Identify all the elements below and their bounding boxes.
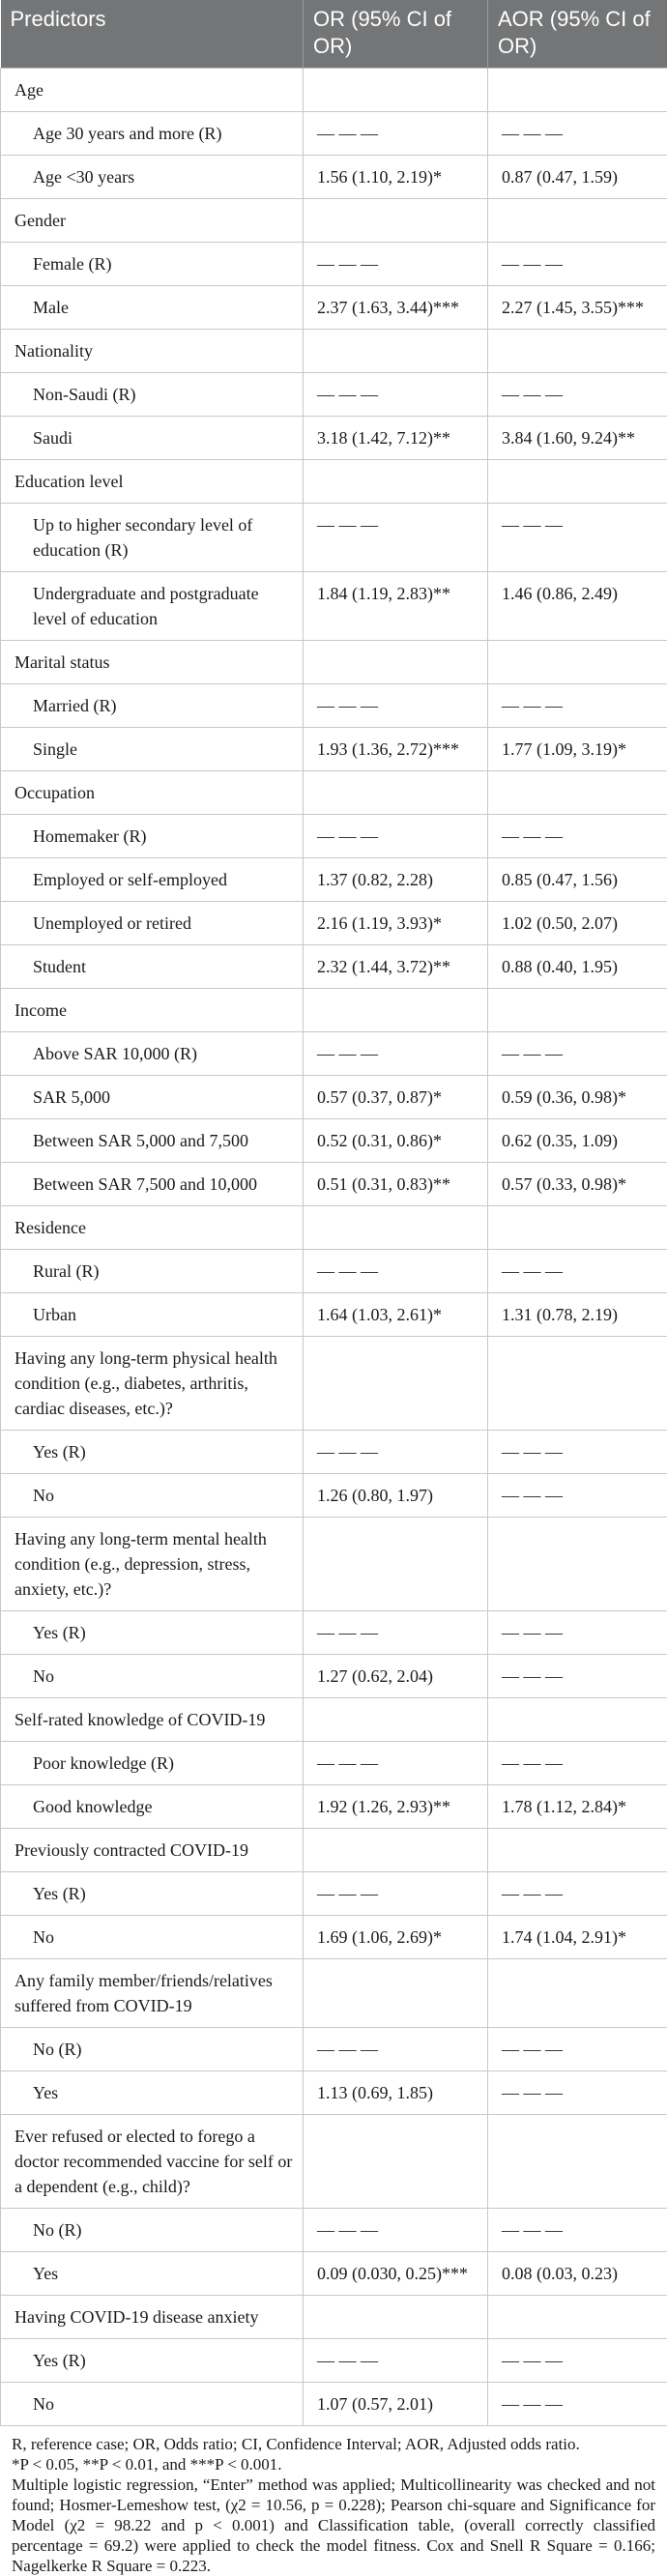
table-group-row: [1, 330, 667, 373]
table-group-row: [1, 1206, 667, 1250]
table-row: [1, 1655, 667, 1698]
aor-value: 0.62 (0.35, 1.09): [488, 1119, 667, 1163]
header-or: OR (95% CI of OR): [304, 0, 488, 69]
group-label: Having COVID-19 disease anxiety: [1, 2296, 304, 2339]
group-label: Nationality: [1, 330, 304, 373]
aor-value: 0.59 (0.36, 0.98)*: [488, 1076, 667, 1119]
table-row: [1, 815, 667, 858]
table-row: [1, 1785, 667, 1829]
or-value: 1.07 (0.57, 2.01): [304, 2383, 488, 2426]
table-row: [1, 1474, 667, 1518]
group-label: Occupation: [1, 771, 304, 815]
table-row: [1, 243, 667, 286]
or-value: 1.13 (0.69, 1.85): [304, 2071, 488, 2115]
empty-cell: [304, 641, 488, 684]
aor-value: 1.77 (1.09, 3.19)*: [488, 728, 667, 771]
table-group-row: [1, 69, 667, 112]
aor-value: 2.27 (1.45, 3.55)***: [488, 286, 667, 330]
table-group-row: [1, 2296, 667, 2339]
group-label: Residence: [1, 1206, 304, 1250]
aor-value: — — —: [488, 243, 667, 286]
empty-cell: [304, 330, 488, 373]
predictor-label: Good knowledge: [1, 1785, 304, 1829]
header-aor: AOR (95% CI of OR): [488, 0, 667, 69]
empty-cell: [488, 989, 667, 1032]
table-body: [1, 69, 667, 2426]
table-row: [1, 504, 667, 572]
aor-value: 1.31 (0.78, 2.19): [488, 1293, 667, 1337]
or-value: 1.93 (1.36, 2.72)***: [304, 728, 488, 771]
predictor-label: No (R): [1, 2028, 304, 2071]
predictor-label: No: [1, 1655, 304, 1698]
aor-value: 0.57 (0.33, 0.98)*: [488, 1163, 667, 1206]
aor-value: — — —: [488, 1872, 667, 1916]
or-value: 2.16 (1.19, 3.93)*: [304, 902, 488, 945]
aor-value: — — —: [488, 815, 667, 858]
predictor-label: Up to higher secondary level of education (R): [1, 504, 304, 572]
empty-cell: [304, 1337, 488, 1431]
empty-cell: [304, 1829, 488, 1872]
table-row: [1, 2209, 667, 2252]
empty-cell: [488, 330, 667, 373]
empty-cell: [488, 1829, 667, 1872]
predictor-label: Between SAR 5,000 and 7,500: [1, 1119, 304, 1163]
empty-cell: [488, 771, 667, 815]
table-row: [1, 1119, 667, 1163]
empty-cell: [488, 1698, 667, 1742]
aor-value: — — —: [488, 504, 667, 572]
aor-value: 0.85 (0.47, 1.56): [488, 858, 667, 902]
empty-cell: [304, 1206, 488, 1250]
table-group-row: [1, 460, 667, 504]
predictor-label: Yes: [1, 2071, 304, 2115]
aor-value: — — —: [488, 684, 667, 728]
or-value: — — —: [304, 1250, 488, 1293]
predictor-label: Urban: [1, 1293, 304, 1337]
predictor-label: Unemployed or retired: [1, 902, 304, 945]
table-row: [1, 1611, 667, 1655]
table-row: [1, 728, 667, 771]
table-row: [1, 1872, 667, 1916]
table-row: [1, 684, 667, 728]
footnote-significance: *P < 0.05, **P < 0.01, and ***P < 0.001.: [12, 2454, 655, 2475]
or-value: — — —: [304, 2339, 488, 2383]
or-value: — — —: [304, 373, 488, 417]
aor-value: — — —: [488, 1611, 667, 1655]
aor-value: 3.84 (1.60, 9.24)**: [488, 417, 667, 460]
predictor-label: Yes (R): [1, 1611, 304, 1655]
aor-value: 1.74 (1.04, 2.91)*: [488, 1916, 667, 1959]
aor-value: — — —: [488, 2071, 667, 2115]
group-label: Previously contracted COVID-19: [1, 1829, 304, 1872]
table-group-row: [1, 2115, 667, 2209]
group-label: Having any long-term physical health condition (e.g., diabetes, arthritis, cardiac diseases, etc.)?: [1, 1337, 304, 1431]
table-row: [1, 1431, 667, 1474]
empty-cell: [304, 771, 488, 815]
or-value: 1.69 (1.06, 2.69)*: [304, 1916, 488, 1959]
aor-value: — — —: [488, 1032, 667, 1076]
empty-cell: [304, 2115, 488, 2209]
or-value: 2.32 (1.44, 3.72)**: [304, 945, 488, 989]
table-group-row: [1, 1337, 667, 1431]
empty-cell: [304, 460, 488, 504]
table-row: [1, 2252, 667, 2296]
predictor-label: Student: [1, 945, 304, 989]
footnote-abbreviations: R, reference case; OR, Odds ratio; CI, Confidence Interval; AOR, Adjusted odds ratio.: [12, 2434, 655, 2454]
table-group-row: [1, 989, 667, 1032]
aor-value: 0.87 (0.47, 1.59): [488, 156, 667, 199]
or-value: — — —: [304, 243, 488, 286]
or-value: — — —: [304, 1611, 488, 1655]
or-value: — — —: [304, 2209, 488, 2252]
or-value: — — —: [304, 504, 488, 572]
or-value: 0.52 (0.31, 0.86)*: [304, 1119, 488, 1163]
header-predictors: Predictors: [1, 0, 304, 69]
predictor-label: Age <30 years: [1, 156, 304, 199]
predictor-label: Between SAR 7,500 and 10,000: [1, 1163, 304, 1206]
empty-cell: [488, 460, 667, 504]
table-row: [1, 286, 667, 330]
table-row: [1, 1250, 667, 1293]
table-row: [1, 1076, 667, 1119]
aor-value: 1.78 (1.12, 2.84)*: [488, 1785, 667, 1829]
predictor-label: No (R): [1, 2209, 304, 2252]
group-label: Gender: [1, 199, 304, 243]
aor-value: — — —: [488, 373, 667, 417]
or-value: 1.37 (0.82, 2.28): [304, 858, 488, 902]
predictor-label: Yes (R): [1, 1431, 304, 1474]
table-row: [1, 2028, 667, 2071]
or-value: 1.64 (1.03, 2.61)*: [304, 1293, 488, 1337]
table-row: [1, 572, 667, 641]
table-row: [1, 2071, 667, 2115]
empty-cell: [304, 1959, 488, 2028]
table-group-row: [1, 1518, 667, 1611]
aor-value: — — —: [488, 1474, 667, 1518]
footnote-method: Multiple logistic regression, “Enter” method was applied; Multicollinearity was checked and not found; Hosmer-Lemeshow test, (χ2 = 10.56, p = 0.228); Pearson chi-square and Significance for Model (χ2 = 98.22 and p < 0.001) and Classification table, (overall correctly classified percentage = 69.2) were applied to check the model fitness. Cox and Snell R Square = 0.166; Nagelkerke R Square = 0.223.: [12, 2475, 655, 2576]
or-value: 1.84 (1.19, 2.83)**: [304, 572, 488, 641]
predictor-label: Undergraduate and postgraduate level of education: [1, 572, 304, 641]
predictor-label: Rural (R): [1, 1250, 304, 1293]
group-label: Having any long-term mental health condition (e.g., depression, stress, anxiety, etc.)?: [1, 1518, 304, 1611]
empty-cell: [488, 69, 667, 112]
table-row: [1, 1293, 667, 1337]
table-group-row: [1, 1959, 667, 2028]
or-value: 1.56 (1.10, 2.19)*: [304, 156, 488, 199]
aor-value: — — —: [488, 2209, 667, 2252]
or-value: — — —: [304, 684, 488, 728]
predictor-label: Non-Saudi (R): [1, 373, 304, 417]
table-row: [1, 156, 667, 199]
table-row: [1, 1916, 667, 1959]
group-label: Education level: [1, 460, 304, 504]
table-row: [1, 945, 667, 989]
aor-value: — — —: [488, 2339, 667, 2383]
table-group-row: [1, 1698, 667, 1742]
empty-cell: [488, 2115, 667, 2209]
empty-cell: [304, 1518, 488, 1611]
aor-value: — — —: [488, 1250, 667, 1293]
empty-cell: [488, 199, 667, 243]
or-value: — — —: [304, 112, 488, 156]
table-group-row: [1, 641, 667, 684]
empty-cell: [488, 1337, 667, 1431]
empty-cell: [304, 199, 488, 243]
or-value: — — —: [304, 1742, 488, 1785]
table-header-row: [1, 0, 667, 69]
or-value: 0.09 (0.030, 0.25)***: [304, 2252, 488, 2296]
empty-cell: [304, 69, 488, 112]
predictor-label: Saudi: [1, 417, 304, 460]
predictor-label: Poor knowledge (R): [1, 1742, 304, 1785]
predictor-label: Homemaker (R): [1, 815, 304, 858]
or-value: — — —: [304, 1032, 488, 1076]
empty-cell: [488, 1959, 667, 2028]
table-row: [1, 112, 667, 156]
predictor-label: No: [1, 1916, 304, 1959]
predictor-label: SAR 5,000: [1, 1076, 304, 1119]
empty-cell: [488, 641, 667, 684]
empty-cell: [488, 1206, 667, 1250]
table-group-row: [1, 199, 667, 243]
aor-value: — — —: [488, 1742, 667, 1785]
or-value: 0.57 (0.37, 0.87)*: [304, 1076, 488, 1119]
empty-cell: [304, 989, 488, 1032]
or-value: 3.18 (1.42, 7.12)**: [304, 417, 488, 460]
predictor-label: No: [1, 1474, 304, 1518]
aor-value: 1.02 (0.50, 2.07): [488, 902, 667, 945]
predictor-label: Male: [1, 286, 304, 330]
empty-cell: [304, 2296, 488, 2339]
or-value: 1.27 (0.62, 2.04): [304, 1655, 488, 1698]
predictor-label: Employed or self-employed: [1, 858, 304, 902]
predictor-label: Yes (R): [1, 1872, 304, 1916]
table-group-row: [1, 1829, 667, 1872]
table-row: [1, 858, 667, 902]
aor-value: 0.88 (0.40, 1.95): [488, 945, 667, 989]
or-value: — — —: [304, 1872, 488, 1916]
or-value: 0.51 (0.31, 0.83)**: [304, 1163, 488, 1206]
table-row: [1, 373, 667, 417]
aor-value: — — —: [488, 2028, 667, 2071]
predictor-label: Yes (R): [1, 2339, 304, 2383]
group-label: Self-rated knowledge of COVID-19: [1, 1698, 304, 1742]
table-row: [1, 2383, 667, 2426]
aor-value: 0.08 (0.03, 0.23): [488, 2252, 667, 2296]
empty-cell: [488, 1518, 667, 1611]
group-label: Marital status: [1, 641, 304, 684]
table-row: [1, 1163, 667, 1206]
or-value: 1.26 (0.80, 1.97): [304, 1474, 488, 1518]
aor-value: — — —: [488, 112, 667, 156]
table-row: [1, 1032, 667, 1076]
aor-value: — — —: [488, 1655, 667, 1698]
or-value: — — —: [304, 1431, 488, 1474]
predictor-label: Yes: [1, 2252, 304, 2296]
aor-value: — — —: [488, 1431, 667, 1474]
group-label: Ever refused or elected to forego a doctor recommended vaccine for self or a dependent (e.g., child)?: [1, 2115, 304, 2209]
predictor-label: No: [1, 2383, 304, 2426]
table-row: [1, 2339, 667, 2383]
predictor-label: Married (R): [1, 684, 304, 728]
predictor-label: Single: [1, 728, 304, 771]
table-row: [1, 417, 667, 460]
group-label: Income: [1, 989, 304, 1032]
or-value: 1.92 (1.26, 2.93)**: [304, 1785, 488, 1829]
or-value: — — —: [304, 2028, 488, 2071]
table-group-row: [1, 771, 667, 815]
empty-cell: [304, 1698, 488, 1742]
or-value: 2.37 (1.63, 3.44)***: [304, 286, 488, 330]
group-label: Age: [1, 69, 304, 112]
predictor-label: Age 30 years and more (R): [1, 112, 304, 156]
table-row: [1, 902, 667, 945]
aor-value: 1.46 (0.86, 2.49): [488, 572, 667, 641]
table-row: [1, 1742, 667, 1785]
group-label: Any family member/friends/relatives suffered from COVID-19: [1, 1959, 304, 2028]
or-value: — — —: [304, 815, 488, 858]
predictor-label: Above SAR 10,000 (R): [1, 1032, 304, 1076]
aor-value: — — —: [488, 2383, 667, 2426]
empty-cell: [488, 2296, 667, 2339]
predictor-label: Female (R): [1, 243, 304, 286]
